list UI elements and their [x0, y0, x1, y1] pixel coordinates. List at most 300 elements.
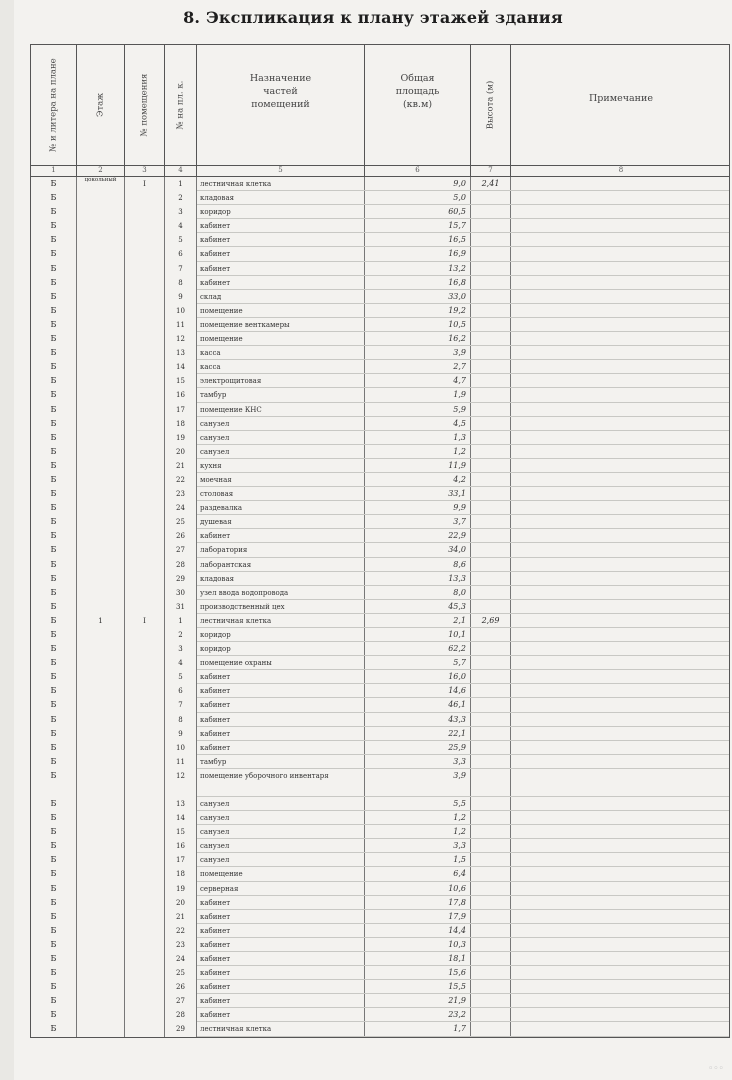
cell-room: [125, 262, 165, 276]
header-purpose: [197, 45, 365, 165]
cell-purpose: узел ввода водопровода: [197, 586, 365, 600]
cell-note: [511, 346, 731, 360]
cell-height: [471, 473, 511, 487]
cell-area: 3,3: [365, 755, 471, 769]
cell-room: [125, 332, 165, 346]
cell-purpose: санузел: [197, 825, 365, 839]
table-row: [31, 501, 729, 515]
cell-floor: [77, 853, 125, 867]
table-row: [31, 741, 729, 755]
cell-floor: [77, 741, 125, 755]
cell-litera: Б: [31, 360, 77, 374]
cell-litera: Б: [31, 994, 77, 1008]
cell-plan-number: 14: [165, 360, 197, 374]
cell-floor: [77, 980, 125, 994]
cell-room: [125, 839, 165, 853]
table-row: [31, 473, 729, 487]
cell-floor: [77, 262, 125, 276]
cell-floor: [77, 600, 125, 614]
cell-note: [511, 994, 731, 1008]
cell-room: [125, 769, 165, 797]
table-row: [31, 558, 729, 572]
cell-purpose: кабинет: [197, 980, 365, 994]
cell-floor: [77, 1008, 125, 1022]
header-litera: [31, 45, 77, 165]
cell-litera: Б: [31, 388, 77, 402]
cell-litera: Б: [31, 628, 77, 642]
cell-area: 10,5: [365, 318, 471, 332]
table-row: [31, 374, 729, 388]
cell-plan-number: 31: [165, 600, 197, 614]
cell-plan-number: 29: [165, 572, 197, 586]
cell-plan-number: 24: [165, 952, 197, 966]
cell-plan-number: 28: [165, 1008, 197, 1022]
cell-plan-number: 17: [165, 403, 197, 417]
cell-purpose: кабинет: [197, 727, 365, 741]
cell-litera: Б: [31, 487, 77, 501]
cell-litera: Б: [31, 318, 77, 332]
cell-note: [511, 388, 731, 402]
cell-purpose: серверная: [197, 882, 365, 896]
table-row: [31, 769, 729, 797]
cell-litera: Б: [31, 600, 77, 614]
header-plan-number: [165, 45, 197, 165]
cell-floor: [77, 769, 125, 797]
cell-floor: [77, 501, 125, 515]
cell-floor: [77, 247, 125, 261]
table-row: [31, 684, 729, 698]
table-row: [31, 318, 729, 332]
cell-litera: Б: [31, 727, 77, 741]
cell-litera: Б: [31, 980, 77, 994]
cell-height: [471, 572, 511, 586]
cell-area: 25,9: [365, 741, 471, 755]
column-number-row: [30, 165, 730, 177]
cell-note: [511, 811, 731, 825]
cell-floor: [77, 459, 125, 473]
cell-purpose: санузел: [197, 853, 365, 867]
cell-area: 2,1: [365, 614, 471, 628]
table-row: [31, 896, 729, 910]
table-row: [31, 417, 729, 431]
cell-floor: [77, 543, 125, 557]
cell-height: [471, 656, 511, 670]
cell-purpose: коридор: [197, 205, 365, 219]
cell-plan-number: 20: [165, 445, 197, 459]
cell-plan-number: 13: [165, 797, 197, 811]
cell-height: [471, 628, 511, 642]
cell-floor: [77, 867, 125, 881]
cell-room: [125, 938, 165, 952]
cell-height: [471, 839, 511, 853]
table-row: [31, 867, 729, 881]
cell-height: [471, 684, 511, 698]
cell-plan-number: 26: [165, 529, 197, 543]
cell-litera: Б: [31, 853, 77, 867]
cell-litera: Б: [31, 304, 77, 318]
table-row: [31, 290, 729, 304]
cell-room: [125, 755, 165, 769]
cell-room: [125, 825, 165, 839]
cell-note: [511, 572, 731, 586]
cell-litera: Б: [31, 825, 77, 839]
cell-area: 1,2: [365, 445, 471, 459]
column-number-4: 4: [165, 165, 197, 176]
cell-area: 22,1: [365, 727, 471, 741]
cell-note: [511, 487, 731, 501]
cell-note: [511, 684, 731, 698]
cell-note: [511, 896, 731, 910]
cell-room: [125, 431, 165, 445]
cell-room: [125, 994, 165, 1008]
cell-height: [471, 896, 511, 910]
cell-plan-number: 22: [165, 473, 197, 487]
cell-room: [125, 346, 165, 360]
cell-room: [125, 980, 165, 994]
cell-floor: [77, 797, 125, 811]
cell-plan-number: 8: [165, 713, 197, 727]
cell-plan-number: 1: [165, 177, 197, 191]
table-row: [31, 727, 729, 741]
cell-purpose: кабинет: [197, 684, 365, 698]
cell-note: [511, 332, 731, 346]
document-page: [14, 0, 732, 1080]
cell-area: 21,9: [365, 994, 471, 1008]
cell-height: [471, 994, 511, 1008]
cell-room: [125, 501, 165, 515]
cell-area: 4,5: [365, 417, 471, 431]
table-row: [31, 825, 729, 839]
cell-height: [471, 374, 511, 388]
cell-note: [511, 600, 731, 614]
cell-note: [511, 1022, 731, 1036]
cell-purpose: кладовая: [197, 572, 365, 586]
cell-litera: Б: [31, 558, 77, 572]
cell-litera: Б: [31, 473, 77, 487]
table-row: [31, 233, 729, 247]
cell-area: 17,8: [365, 896, 471, 910]
cell-purpose: кабинет: [197, 1008, 365, 1022]
cell-litera: Б: [31, 642, 77, 656]
cell-plan-number: 16: [165, 388, 197, 402]
cell-room: [125, 417, 165, 431]
cell-area: 62,2: [365, 642, 471, 656]
cell-note: [511, 558, 731, 572]
cell-area: 60,5: [365, 205, 471, 219]
cell-area: 1,3: [365, 431, 471, 445]
cell-height: [471, 741, 511, 755]
cell-purpose: кабинет: [197, 994, 365, 1008]
table-row: [31, 445, 729, 459]
cell-note: [511, 262, 731, 276]
cell-area: 1,5: [365, 853, 471, 867]
cell-litera: Б: [31, 910, 77, 924]
table-row: [31, 839, 729, 853]
cell-litera: Б: [31, 501, 77, 515]
table-row: [31, 543, 729, 557]
header-area: [365, 45, 471, 165]
column-number-6: 6: [365, 165, 471, 176]
cell-plan-number: 15: [165, 374, 197, 388]
cell-purpose: кабинет: [197, 924, 365, 938]
cell-area: 8,6: [365, 558, 471, 572]
table-row: [31, 388, 729, 402]
cell-plan-number: 11: [165, 318, 197, 332]
cell-plan-number: 19: [165, 431, 197, 445]
cell-litera: Б: [31, 755, 77, 769]
cell-area: 4,7: [365, 374, 471, 388]
column-number-7: 7: [471, 165, 511, 176]
cell-purpose: санузел: [197, 431, 365, 445]
cell-area: 23,2: [365, 1008, 471, 1022]
cell-purpose: лестничная клетка: [197, 614, 365, 628]
cell-note: [511, 290, 731, 304]
cell-area: 1,2: [365, 811, 471, 825]
cell-plan-number: 3: [165, 642, 197, 656]
header-note-label: Примечание: [589, 93, 653, 104]
cell-note: [511, 473, 731, 487]
cell-height: [471, 219, 511, 233]
cell-area: 5,5: [365, 797, 471, 811]
table-row: [31, 276, 729, 290]
cell-floor: [77, 219, 125, 233]
cell-room: [125, 360, 165, 374]
cell-height: [471, 487, 511, 501]
cell-floor: [77, 924, 125, 938]
cell-litera: Б: [31, 924, 77, 938]
cell-purpose: кабинет: [197, 938, 365, 952]
cell-litera: Б: [31, 403, 77, 417]
cell-plan-number: 20: [165, 896, 197, 910]
cell-note: [511, 698, 731, 712]
cell-room: [125, 853, 165, 867]
cell-note: [511, 839, 731, 853]
cell-height: 2,41: [471, 177, 511, 191]
cell-note: [511, 713, 731, 727]
cell-plan-number: 9: [165, 727, 197, 741]
cell-floor: [77, 628, 125, 642]
cell-plan-number: 7: [165, 262, 197, 276]
cell-room: [125, 374, 165, 388]
cell-room: [125, 403, 165, 417]
cell-note: [511, 233, 731, 247]
cell-note: [511, 417, 731, 431]
cell-litera: Б: [31, 247, 77, 261]
cell-litera: Б: [31, 191, 77, 205]
cell-purpose: кабинет: [197, 219, 365, 233]
table-row: [31, 360, 729, 374]
cell-floor: [77, 290, 125, 304]
cell-height: [471, 529, 511, 543]
cell-purpose: кабинет: [197, 952, 365, 966]
table-row: [31, 219, 729, 233]
cell-litera: Б: [31, 177, 77, 191]
cell-litera: Б: [31, 966, 77, 980]
cell-height: [471, 910, 511, 924]
table-row: [31, 459, 729, 473]
cell-height: [471, 924, 511, 938]
cell-floor: [77, 713, 125, 727]
cell-floor: [77, 896, 125, 910]
cell-floor: [77, 572, 125, 586]
cell-area: 33,0: [365, 290, 471, 304]
cell-note: [511, 459, 731, 473]
cell-height: [471, 276, 511, 290]
table-row: [31, 628, 729, 642]
cell-room: [125, 529, 165, 543]
cell-note: [511, 445, 731, 459]
table-row: [31, 177, 729, 191]
cell-litera: Б: [31, 1022, 77, 1036]
cell-note: [511, 374, 731, 388]
cell-room: [125, 1008, 165, 1022]
cell-area: 3,3: [365, 839, 471, 853]
column-number-1: 1: [31, 165, 77, 176]
cell-height: [471, 938, 511, 952]
cell-litera: Б: [31, 797, 77, 811]
cell-room: [125, 191, 165, 205]
cell-litera: Б: [31, 839, 77, 853]
cell-litera: Б: [31, 276, 77, 290]
table-row: [31, 529, 729, 543]
cell-purpose: лестничная клетка: [197, 177, 365, 191]
table-row: [31, 191, 729, 205]
table-row: [31, 994, 729, 1008]
cell-note: [511, 867, 731, 881]
cell-room: [125, 515, 165, 529]
cell-floor: [77, 656, 125, 670]
cell-note: [511, 431, 731, 445]
cell-floor: [77, 966, 125, 980]
table-row: [31, 205, 729, 219]
cell-note: [511, 318, 731, 332]
cell-plan-number: 5: [165, 670, 197, 684]
cell-litera: Б: [31, 445, 77, 459]
cell-area: 43,3: [365, 713, 471, 727]
cell-note: [511, 938, 731, 952]
cell-litera: Б: [31, 529, 77, 543]
cell-litera: Б: [31, 713, 77, 727]
cell-floor: [77, 755, 125, 769]
cell-note: [511, 924, 731, 938]
cell-purpose: электрощитовая: [197, 374, 365, 388]
table-row: [31, 713, 729, 727]
cell-purpose: склад: [197, 290, 365, 304]
cell-litera: Б: [31, 431, 77, 445]
cell-litera: Б: [31, 572, 77, 586]
cell-purpose: санузел: [197, 445, 365, 459]
cell-height: [471, 290, 511, 304]
watermark-mark: ◦◦◦: [708, 1064, 724, 1074]
cell-purpose: лаборантская: [197, 558, 365, 572]
cell-plan-number: 10: [165, 304, 197, 318]
table-row: [31, 346, 729, 360]
cell-note: [511, 952, 731, 966]
cell-area: 3,7: [365, 515, 471, 529]
cell-height: [471, 698, 511, 712]
cell-area: 1,7: [365, 1022, 471, 1036]
cell-floor: [77, 332, 125, 346]
cell-plan-number: 1: [165, 614, 197, 628]
cell-room: [125, 290, 165, 304]
cell-floor: [77, 670, 125, 684]
cell-litera: Б: [31, 459, 77, 473]
cell-purpose: касса: [197, 360, 365, 374]
cell-floor: [77, 233, 125, 247]
cell-purpose: кабинет: [197, 698, 365, 712]
cell-room: [125, 797, 165, 811]
cell-room: [125, 910, 165, 924]
cell-room: [125, 459, 165, 473]
cell-room: [125, 727, 165, 741]
cell-area: 16,0: [365, 670, 471, 684]
column-number-3: 3: [125, 165, 165, 176]
table-row: [31, 642, 729, 656]
cell-floor: [77, 388, 125, 402]
table-row: [31, 515, 729, 529]
cell-height: [471, 247, 511, 261]
cell-area: 5,0: [365, 191, 471, 205]
cell-floor: [77, 445, 125, 459]
cell-note: [511, 656, 731, 670]
cell-floor: [77, 811, 125, 825]
cell-area: 34,0: [365, 543, 471, 557]
cell-room: [125, 811, 165, 825]
cell-purpose: помещение: [197, 332, 365, 346]
cell-litera: Б: [31, 614, 77, 628]
table-row: [31, 980, 729, 994]
cell-purpose: кабинет: [197, 276, 365, 290]
header-room-number: [125, 45, 165, 165]
cell-plan-number: 19: [165, 882, 197, 896]
cell-purpose: кладовая: [197, 191, 365, 205]
cell-litera: Б: [31, 938, 77, 952]
cell-purpose: санузел: [197, 417, 365, 431]
cell-area: 1,9: [365, 388, 471, 402]
cell-area: 15,5: [365, 980, 471, 994]
cell-room: [125, 952, 165, 966]
cell-area: 10,1: [365, 628, 471, 642]
cell-floor: [77, 938, 125, 952]
cell-note: [511, 276, 731, 290]
cell-litera: Б: [31, 205, 77, 219]
table-row: [31, 924, 729, 938]
cell-floor: [77, 487, 125, 501]
cell-area: 33,1: [365, 487, 471, 501]
cell-purpose: кабинет: [197, 896, 365, 910]
cell-note: [511, 304, 731, 318]
cell-floor: [77, 586, 125, 600]
cell-room: [125, 572, 165, 586]
cell-litera: Б: [31, 515, 77, 529]
cell-room: [125, 670, 165, 684]
cell-floor: [77, 374, 125, 388]
table-row: [31, 656, 729, 670]
cell-purpose: моечная: [197, 473, 365, 487]
cell-purpose: столовая: [197, 487, 365, 501]
cell-litera: Б: [31, 374, 77, 388]
cell-purpose: раздевалка: [197, 501, 365, 515]
cell-height: [471, 769, 511, 797]
cell-room: [125, 600, 165, 614]
cell-plan-number: 25: [165, 966, 197, 980]
cell-height: [471, 1022, 511, 1036]
table-row: [31, 304, 729, 318]
cell-plan-number: 25: [165, 515, 197, 529]
cell-room: [125, 642, 165, 656]
table-row: [31, 811, 729, 825]
cell-note: [511, 741, 731, 755]
